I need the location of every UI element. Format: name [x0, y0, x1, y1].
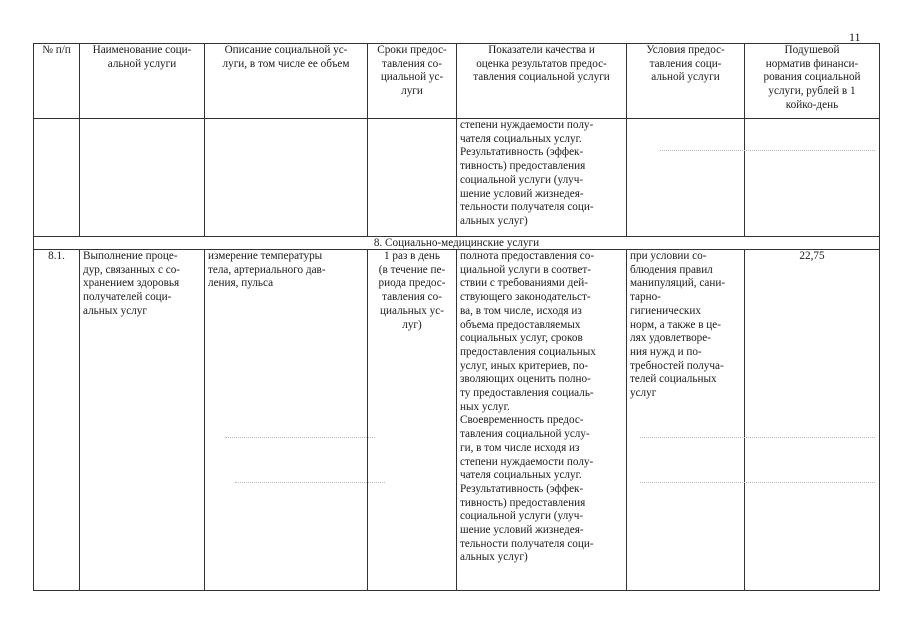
scan-artifact [660, 150, 875, 151]
scan-artifact [640, 482, 875, 483]
table-row [34, 250, 880, 591]
table-row-continuation [34, 119, 880, 237]
cell-service-name: Выполнение проце- дур, связанных с со- хранением здоровья получателей соци- альных услуг [80, 250, 205, 591]
header-conditions: Условия предос- тавления соци- альной услуги [627, 44, 745, 119]
table-header-row [34, 44, 880, 119]
social-services-table [33, 43, 880, 591]
cell-norm: 22,75 [745, 250, 880, 591]
header-service-name: Наименование соци- альной услуги [80, 44, 205, 119]
header-number: № п/п [34, 44, 80, 119]
cell-quality: полнота предоставления со- циальной услуги в соответ- ствии с требованиями дей- ствующего законодательст- ва, в том числе, исходя из объема предоставляемых социальных услуг, сроков предоставления социальных услуг, иных критериев, по- зволяющих оценить полно- ту предоставления социаль- ных услуг. Своевременность предос- тавления социальной услу- ги, в том числе исходя из степени нуждаемости полу- чателя социальных услуг. Результативность (эффек- тивность) предоставления социальной услуги (улуч- шение условий жизнедея- тельности получателя соци- альных услуг) [457, 250, 627, 591]
header-terms: Сроки предос- тавления со- циальной ус- луги [368, 44, 457, 119]
header-norm: Подушевой норматив финанси- рования социальной услуги, рублей в 1 койко-день [745, 44, 880, 119]
section-title: 8. Социально-медицинские услуги [34, 237, 880, 250]
page-number: 11 [849, 30, 861, 44]
cell-empty [205, 119, 368, 237]
header-quality: Показатели качества и оценка результатов предос- тавления социальной услуги [457, 44, 627, 119]
cell-empty [34, 119, 80, 237]
cell-quality-continuation: степени нуждаемости полу- чателя социальных услуг. Результативность (эффек- тивность) предоставления социальной услуги (улуч- шение условий жизнедея- тельности получателя соци- альных услуг) [457, 119, 627, 237]
scan-artifact [640, 437, 875, 438]
cell-empty [745, 119, 880, 237]
header-description: Описание социальной ус- луги, в том числе ее объем [205, 44, 368, 119]
cell-terms: 1 раз в день (в течение пе- риода предос- тавления со- циальных ус- луг) [368, 250, 457, 591]
cell-empty [627, 119, 745, 237]
scan-artifact [225, 437, 375, 438]
cell-number: 8.1. [34, 250, 80, 591]
cell-empty [368, 119, 457, 237]
cell-description: измерение температуры тела, артериального дав- ления, пульса [205, 250, 368, 591]
cell-conditions: при условии со- блюдения правил манипуляций, сани- тарно- гигиенических норм, а также в це- лях удовлетворе- ния нужд и по- требностей получа- телей социальных услуг [627, 250, 745, 591]
cell-empty [80, 119, 205, 237]
section-row [34, 237, 880, 250]
scan-artifact [235, 482, 385, 483]
